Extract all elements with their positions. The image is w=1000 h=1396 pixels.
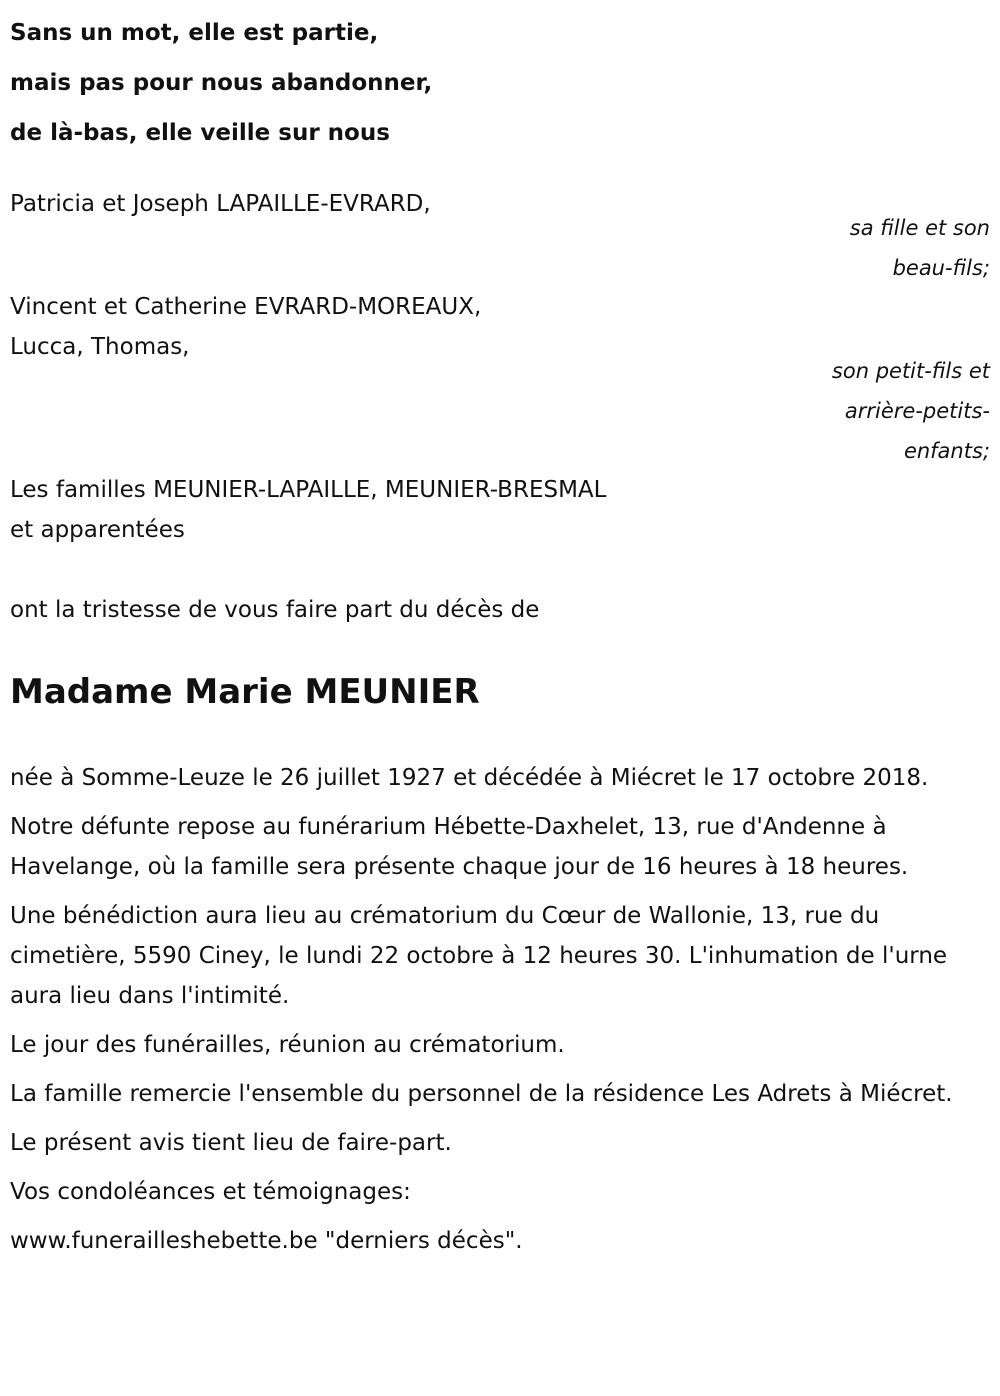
paragraph-gathering: Le jour des funérailles, réunion au crématorium.: [10, 1032, 565, 1058]
paragraph-notice: Le présent avis tient lieu de faire-part.: [10, 1130, 452, 1156]
deceased-name: Madame Marie MEUNIER: [10, 672, 480, 712]
names-line: Lucca, Thomas,: [10, 334, 190, 360]
family-group-2-relation: [832, 351, 990, 471]
notice-body: [10, 758, 985, 1270]
family-group-2-names: [10, 287, 481, 367]
relation-line: arrière-petits-: [844, 399, 990, 423]
paragraph-thanks: La famille remercie l'ensemble du personnel de la résidence Les Adrets à Miécret.: [10, 1081, 953, 1107]
relation-line: enfants;: [903, 439, 990, 463]
relation-line: sa fille et son: [849, 216, 990, 240]
relation-line: son petit-fils et: [831, 359, 990, 383]
paragraph-funerarium: Notre défunte repose au funérarium Hébette-Daxhelet, 13, rue d'Andenne à Havelange, où la famille sera présente chaque jour de 16 heures à 18 heures.: [10, 814, 909, 880]
relation-line: beau-fils;: [892, 256, 990, 280]
epitaph-line: Sans un mot, elle est partie,: [10, 20, 379, 46]
names-line: Les familles MEUNIER-LAPAILLE, MEUNIER-BRESMAL: [10, 477, 607, 503]
paragraph-ceremony: Une bénédiction aura lieu au crématorium du Cœur de Wallonie, 13, rue du cimetière, 5590 Ciney, le lundi 22 octobre à 12 heures 30. L'inhumation de l'urne aura lieu dans l'intimité.: [10, 903, 948, 1009]
names-line: Vincent et Catherine EVRARD-MOREAUX,: [10, 294, 482, 320]
epitaph-line: mais pas pour nous abandonner,: [10, 70, 433, 96]
epitaph-line: de là-bas, elle veille sur nous: [10, 120, 390, 146]
paragraph-condolences: Vos condoléances et témoignages:: [10, 1179, 411, 1205]
paragraph-birth-death: née à Somme-Leuze le 26 juillet 1927 et décédée à Miécret le 17 octobre 2018.: [10, 765, 929, 791]
paragraph-website: www.funerailleshebette.be "derniers décès".: [10, 1228, 523, 1254]
family-group-3-names: [10, 470, 606, 550]
names-line: et apparentées: [10, 517, 185, 543]
epitaph: [10, 8, 432, 158]
family-group-1-names: Patricia et Joseph LAPAILLE-EVRARD,: [10, 191, 431, 217]
announcement: ont la tristesse de vous faire part du décès de: [10, 597, 540, 623]
family-group-1-relation: [850, 208, 990, 288]
